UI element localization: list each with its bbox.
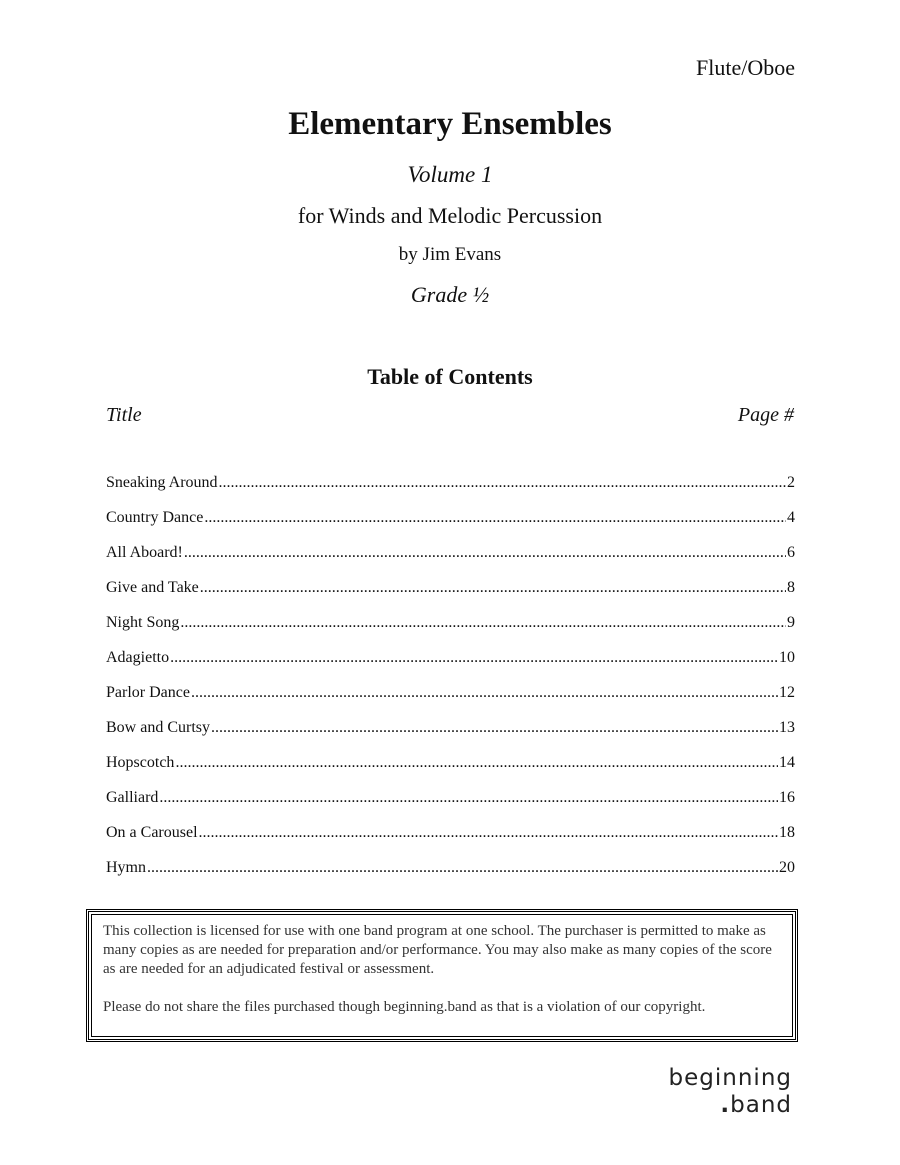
toc-entry-title: Hymn [106,859,146,876]
toc-entry-title: Hopscotch [106,754,175,771]
logo-line-2 [669,1092,792,1119]
toc-entry-page: 16 [779,789,795,806]
toc-entry-title: Country Dance [106,509,204,526]
logo-band-text: band [730,1092,792,1118]
toc-entry-page: 8 [787,579,795,596]
toc-column-page: Page # [737,404,794,426]
dot-leader [184,544,786,562]
volume-label: Volume 1 [407,162,493,187]
toc-entry-page: 18 [779,824,795,841]
toc-entry[interactable] [106,824,795,859]
toc-entry-page: 4 [787,509,795,526]
license-paragraph: This collection is licensed for use with one band program at one school. The purchaser is permitted to make as many copies as are needed for preparation and/or performance. You may also make as many copies of the score as are needed for an adjudicated festival or assessment. [103,923,772,977]
toc-entry[interactable] [106,474,795,509]
dot-leader [175,754,778,772]
toc-entry[interactable] [106,754,795,789]
toc-entry[interactable] [106,579,795,614]
beginning-band-logo [669,1065,792,1119]
dot-leader [219,474,786,492]
table-of-contents [106,474,795,894]
toc-entry[interactable] [106,649,795,684]
dot-leader [180,614,786,632]
author: by Jim Evans [398,244,502,265]
toc-entry-page: 12 [779,684,795,701]
dot-leader [191,684,778,702]
dot-leader [200,579,786,597]
toc-entry[interactable] [106,544,795,579]
toc-entry-title: Night Song [106,614,180,631]
dot-leader [170,649,778,667]
toc-entry-title: Parlor Dance [106,684,190,701]
toc-entry-title: Galliard [106,789,159,806]
toc-entry-page: 14 [779,754,795,771]
toc-entry-page: 9 [787,614,795,631]
toc-entry-page: 13 [779,719,795,736]
toc-entry-page: 20 [779,859,795,876]
dot-leader [199,824,778,842]
toc-heading: Table of Contents [367,364,533,389]
grade-label: Grade ½ [410,282,490,307]
toc-column-title: Title [106,404,142,426]
toc-entry-title: Give and Take [106,579,199,596]
toc-entry-title: Sneaking Around [106,474,218,491]
license-box [86,909,798,1042]
toc-entry[interactable] [106,614,795,649]
license-paragraph: Please do not share the files purchased though beginning.band as that is a violation of our copyright. [103,999,706,1015]
toc-entry[interactable] [106,719,795,754]
toc-entry-title: On a Carousel [106,824,198,841]
toc-entry-title: Adagietto [106,649,170,666]
toc-entry[interactable] [106,859,795,894]
toc-entry-page: 6 [787,544,795,561]
toc-entry[interactable] [106,509,795,544]
dot-leader [204,509,786,527]
instrument-label: Flute/Oboe [696,55,795,80]
document-title: Elementary Ensembles [288,106,612,142]
subtitle: for Winds and Melodic Percussion [297,203,603,228]
toc-entry[interactable] [106,684,795,719]
dot-leader [147,859,778,877]
toc-entry-title: Bow and Curtsy [106,719,210,736]
dot-leader [211,719,778,737]
toc-entry[interactable] [106,789,795,824]
dot-leader [159,789,778,807]
toc-entry-page: 2 [787,474,795,491]
logo-dot: . [720,1092,731,1118]
logo-line-1: beginning [668,1065,792,1091]
toc-entry-page: 10 [779,649,795,666]
toc-entry-title: All Aboard! [106,544,183,561]
